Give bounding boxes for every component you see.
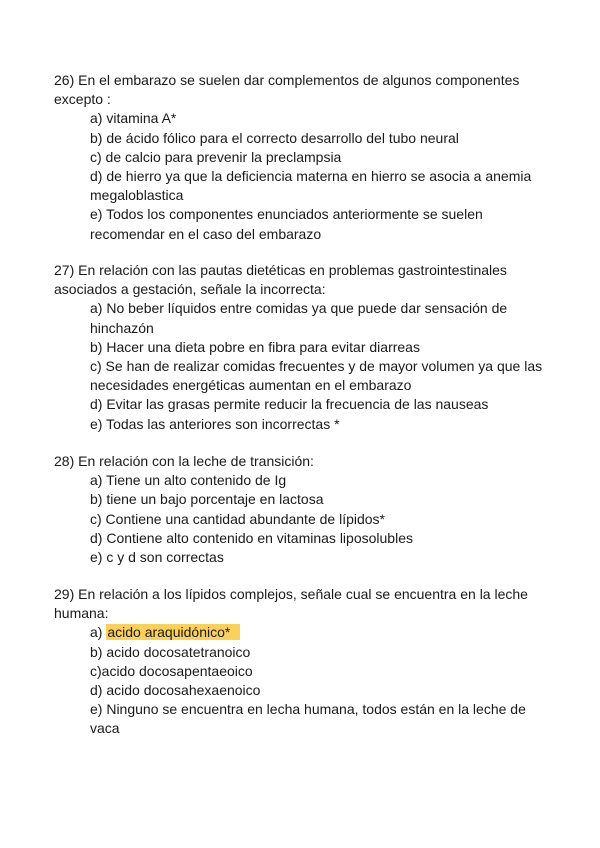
option-b: b) tiene un bajo porcentaje en lactosa [90, 491, 324, 508]
question-stem: 26) En el embarazo se suelen dar complementos de algunos componentes excepto : [54, 72, 520, 108]
option-d: d) Evitar las grasas permite reducir la frecuencia de las nauseas [90, 396, 489, 413]
option-c: c) de calcio para prevenir la preclampsia [90, 148, 342, 165]
option-a [54, 623, 544, 642]
question-26 [54, 71, 544, 244]
option-list [54, 109, 544, 243]
question-27 [54, 261, 544, 434]
option-e: e) Ninguno se encuentra en lecha humana, todos están en la leche de vaca [90, 701, 526, 737]
question-stem: 27) En relación con las pautas dietéticas en problemas gastrointestinales asociados a gestación, señale la incorrecta: [54, 262, 507, 298]
option-e: e) Todas las anteriores son incorrectas * [90, 415, 340, 432]
question-stem: 29) En relación a los lípidos complejos, señale cual se encuentra en la leche humana: [54, 586, 528, 622]
option-d: d) acido docosahexaenoico [90, 682, 261, 699]
option-b: b) de ácido fólico para el correcto desarrollo del tubo neural [90, 129, 459, 146]
option-e: e) c y d son correctas [90, 549, 224, 566]
option-b: b) Hacer una dieta pobre en fibra para evitar diarreas [90, 338, 420, 355]
option-e: e) Todos los componentes enunciados anteriormente se suelen recomendar en el caso del embarazo [90, 206, 483, 242]
question-29 [54, 585, 544, 739]
option-d: d) Contiene alto contenido en vitaminas liposolubles [90, 529, 413, 546]
option-list [54, 471, 544, 567]
option-a: a) No beber líquidos entre comidas ya que puede dar sensación de hinchazón [90, 300, 508, 336]
option-prefix: a) [90, 624, 107, 641]
option-c: c) Se han de realizar comidas frecuentes y de mayor volumen ya que las necesidades energéticas aumentan en el embarazo [90, 358, 543, 394]
option-b: b) acido docosatetranoico [90, 643, 251, 660]
option-a: a) vitamina A* [90, 110, 177, 127]
question-stem: 28) En relación con la leche de transición: [54, 453, 314, 469]
option-c: c)acido docosapentaeoico [90, 662, 253, 679]
question-28 [54, 452, 544, 567]
option-a: a) Tiene un alto contenido de Ig [90, 472, 287, 489]
option-c: c) Contiene una cantidad abundante de lípidos* [90, 510, 385, 527]
option-d: d) de hierro ya que la deficiencia materna en hierro se asocia a anemia megaloblastica [90, 168, 532, 204]
option-list [54, 623, 544, 738]
option-list [54, 299, 544, 433]
highlighted-answer: acido araquidónico* [106, 624, 240, 640]
